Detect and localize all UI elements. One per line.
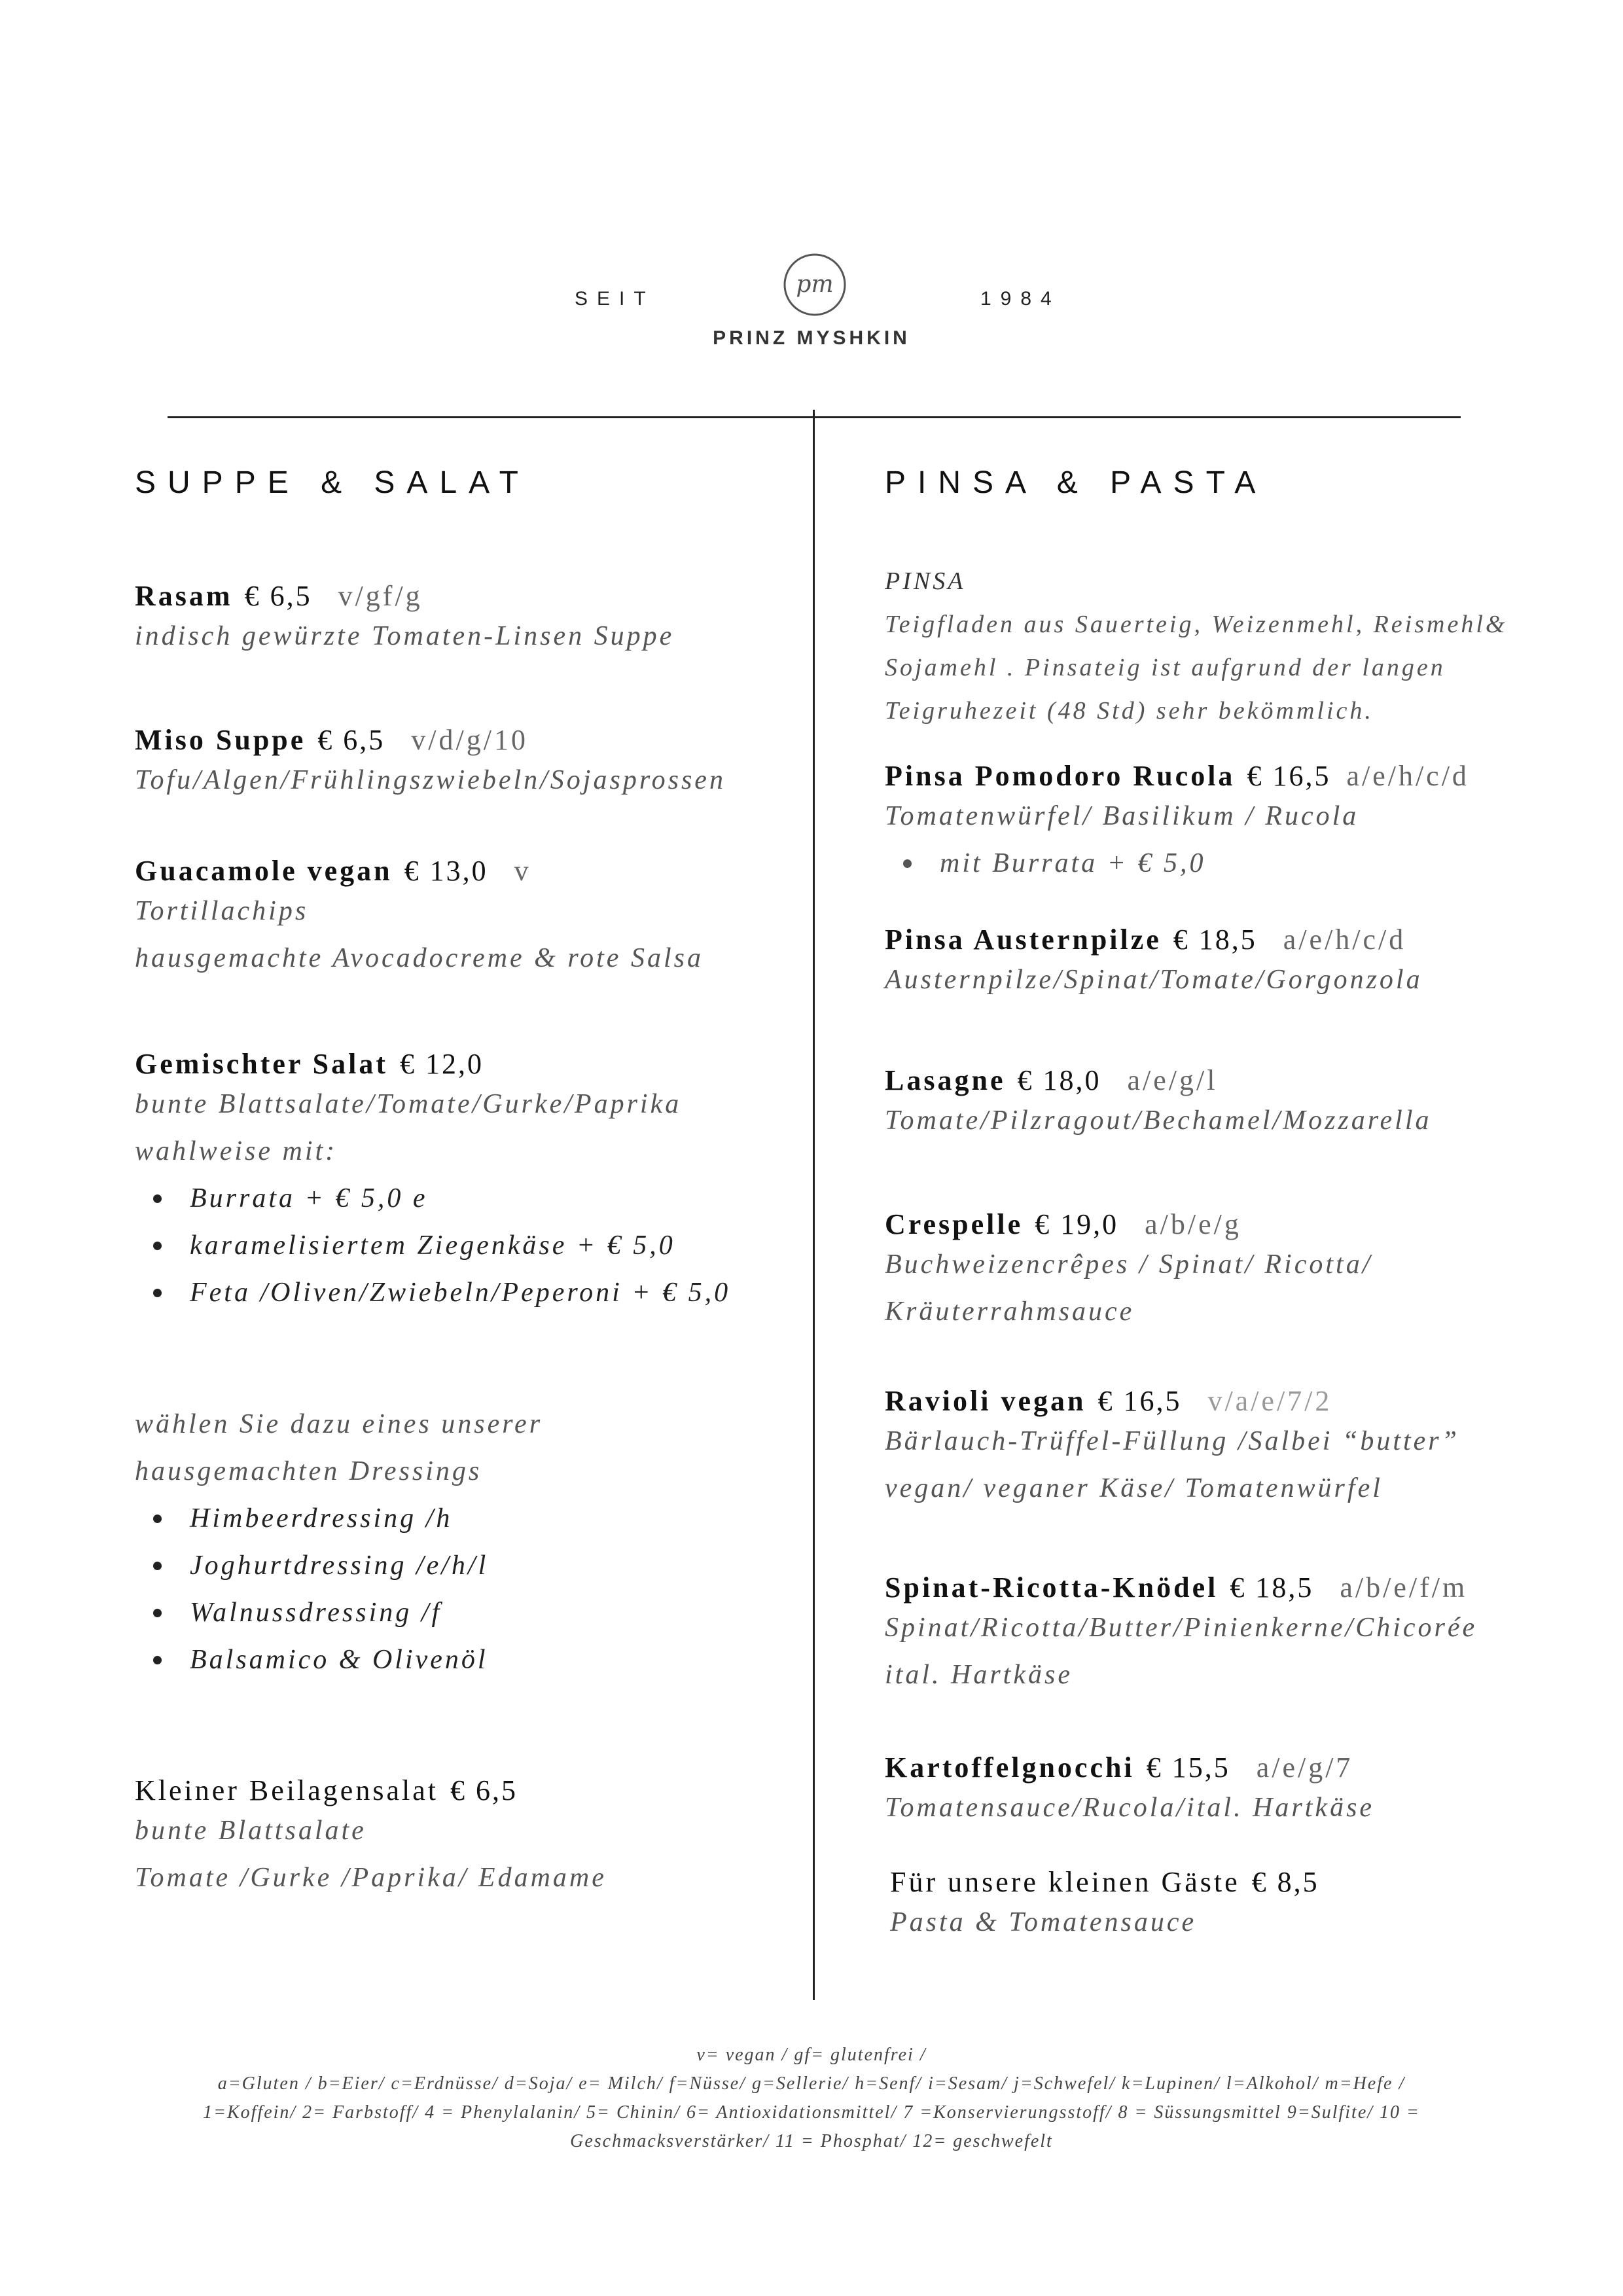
item-allergens: v/a/e/7/2	[1207, 1385, 1332, 1417]
pinsa-label: PINSA	[885, 567, 966, 595]
menu-item-kinder	[890, 1865, 1584, 1946]
svg-text:pm: pm	[796, 271, 834, 298]
item-description: Tomatensauce/Rucola/ital. Hartkäse	[885, 1793, 1375, 1823]
section-title-suppe-salat: SUPPE & SALAT	[135, 465, 530, 500]
dressings-block	[135, 1401, 789, 1683]
item-price: € 6,5	[450, 1774, 518, 1806]
item-description: wahlweise mit:	[135, 1136, 338, 1166]
item-price: € 18,5	[1230, 1571, 1314, 1604]
item-description: hausgemachte Avocadocreme & rote Salsa	[135, 943, 704, 973]
item-description: vegan/ veganer Käse/ Tomatenwürfel	[885, 1473, 1383, 1503]
item-price: € 16,5	[1247, 760, 1331, 792]
list-item: Joghurtdressing /e/h/l	[135, 1542, 789, 1589]
item-allergens: v/gf/g	[338, 580, 423, 612]
menu-item-lasagne	[885, 1064, 1578, 1144]
pinsa-description: Sojamehl . Pinsateig ist aufgrund der langen	[885, 654, 1446, 681]
item-description: Buchweizencrêpes / Spinat/ Ricotta/	[885, 1249, 1373, 1280]
item-description: indisch gewürzte Tomaten-Linsen Suppe	[135, 621, 675, 651]
item-name: Guacamole vegan	[135, 855, 393, 887]
item-allergens: v/d/g/10	[411, 724, 528, 756]
item-name: Für unsere kleinen Gäste	[890, 1866, 1240, 1898]
legend-line: 1=Koffein/ 2= Farbstoff/ 4 = Phenylalanin/ 5= Chinin/ 6= Antioxidationsmittel/ 7 =Konservierungsstoff/ 8 = Süssungsmittel 9=Sulfite/ 10 =	[203, 2102, 1420, 2123]
item-allergens: a/b/e/f/m	[1340, 1571, 1468, 1604]
list-item: Burrata + € 5,0 e	[135, 1175, 789, 1222]
item-allergens: v	[514, 855, 531, 887]
item-price: € 18,5	[1173, 924, 1257, 956]
menu-item-rasam	[135, 579, 789, 660]
item-allergens: a/e/g/7	[1256, 1751, 1353, 1784]
year-label: 1984	[980, 288, 1061, 310]
list-item: Walnussdressing /f	[135, 1589, 789, 1636]
brand-name: PRINZ MYSHKIN	[713, 327, 910, 349]
menu-item-miso	[135, 723, 789, 804]
item-price: € 13,0	[404, 855, 488, 887]
item-description: Spinat/Ricotta/Butter/Pinienkerne/Chicorée	[885, 1613, 1478, 1643]
item-name: Gemischter Salat	[135, 1048, 389, 1080]
menu-item-pinsa-pomodoro	[885, 759, 1578, 887]
item-allergens: a/e/h/c/d	[1346, 760, 1469, 792]
pinsa-description: Teigruhezeit (48 Std) sehr bekömmlich.	[885, 697, 1374, 725]
legend-line: a=Gluten / b=Eier/ c=Erdnüsse/ d=Soja/ e= Milch/ f=Nüsse/ g=Sellerie/ h=Senf/ i=Sesam/ j=Schwefel/ k=Lupinen/ l=Alkohol/ m=Hefe /	[217, 2073, 1406, 2094]
item-price: € 19,0	[1035, 1208, 1119, 1240]
item-name: Pinsa Pomodoro Rucola	[885, 760, 1236, 792]
list-item: Himbeerdressing /h	[135, 1495, 789, 1542]
item-allergens: a/e/g/l	[1127, 1064, 1218, 1096]
item-name: Miso Suppe	[135, 724, 306, 756]
menu-item-guacamole	[135, 854, 789, 982]
allergen-legend	[131, 2041, 1492, 2156]
item-description: Tortillachips	[135, 896, 309, 926]
item-description: Kräuterrahmsauce	[885, 1297, 1135, 1327]
menu-item-gemischter-salat	[135, 1047, 789, 1316]
item-description: Tofu/Algen/Frühlingszwiebeln/Sojasprossen	[135, 765, 726, 795]
item-name: Spinat-Ricotta-Knödel	[885, 1571, 1219, 1604]
item-description: Pasta & Tomatensauce	[890, 1907, 1197, 1937]
item-name: Pinsa Austernpilze	[885, 924, 1162, 956]
list-item: Feta /Oliven/Zwiebeln/Peperoni + € 5,0	[135, 1269, 789, 1316]
item-name: Kartoffelgnocchi	[885, 1751, 1135, 1784]
legend-line: v= vegan / gf= glutenfrei /	[696, 2045, 927, 2065]
item-description: Tomate/Pilzragout/Bechamel/Mozzarella	[885, 1105, 1432, 1136]
pomodoro-options	[885, 840, 1578, 887]
item-description: Austernpilze/Spinat/Tomate/Gorgonzola	[885, 965, 1423, 995]
item-description: Tomate /Gurke /Paprika/ Edamame	[135, 1863, 607, 1893]
item-description: Tomatenwürfel/ Basilikum / Rucola	[885, 801, 1359, 831]
item-description: ital. Hartkäse	[885, 1660, 1073, 1690]
legend-line: Geschmacksverstärker/ 11 = Phosphat/ 12= geschwefelt	[570, 2131, 1053, 2151]
item-name: Kleiner Beilagensalat	[135, 1774, 438, 1806]
pinsa-intro	[885, 560, 1578, 732]
menu-item-pinsa-austernpilze	[885, 923, 1578, 1003]
dressings-intro: hausgemachten Dressings	[135, 1456, 482, 1486]
vertical-divider	[813, 410, 815, 2000]
item-price: € 15,5	[1146, 1751, 1230, 1784]
dressings-list	[135, 1495, 789, 1683]
item-allergens: a/b/e/g	[1145, 1208, 1241, 1240]
menu-item-spinat-ricotta-knoedel	[885, 1571, 1578, 1698]
item-price: € 18,0	[1017, 1064, 1101, 1096]
item-price: € 16,5	[1097, 1385, 1182, 1417]
list-item: karamelisiertem Ziegenkäse + € 5,0	[135, 1222, 789, 1269]
item-allergens: a/e/h/c/d	[1283, 924, 1406, 956]
item-name: Rasam	[135, 580, 233, 612]
dressings-intro: wählen Sie dazu eines unserer	[135, 1409, 543, 1439]
menu-item-kartoffelgnocchi	[885, 1751, 1578, 1831]
prinz-myshkin-logo	[779, 249, 851, 321]
item-name: Lasagne	[885, 1064, 1006, 1096]
menu-item-crespelle	[885, 1208, 1578, 1335]
item-description: bunte Blattsalate/Tomate/Gurke/Paprika	[135, 1089, 682, 1119]
list-item: Balsamico & Olivenöl	[135, 1636, 789, 1683]
item-description: bunte Blattsalate	[135, 1816, 366, 1846]
menu-item-beilagensalat	[135, 1774, 789, 1901]
menu-item-ravioli-vegan	[885, 1384, 1578, 1512]
pinsa-description: Teigfladen aus Sauerteig, Weizenmehl, Reismehl&	[885, 611, 1508, 638]
item-description: Bärlauch-Trüffel-Füllung /Salbei “butter”	[885, 1426, 1459, 1456]
item-price: € 6,5	[244, 580, 312, 612]
salat-options-list	[135, 1175, 789, 1316]
seit-label: SEIT	[575, 288, 655, 310]
item-price: € 6,5	[317, 724, 385, 756]
section-title-pinsa-pasta: PINSA & PASTA	[885, 465, 1268, 500]
item-name: Ravioli vegan	[885, 1385, 1086, 1417]
item-name: Crespelle	[885, 1208, 1024, 1240]
list-item: mit Burrata + € 5,0	[885, 840, 1578, 887]
item-price: € 12,0	[400, 1048, 484, 1080]
item-price: € 8,5	[1251, 1866, 1319, 1898]
